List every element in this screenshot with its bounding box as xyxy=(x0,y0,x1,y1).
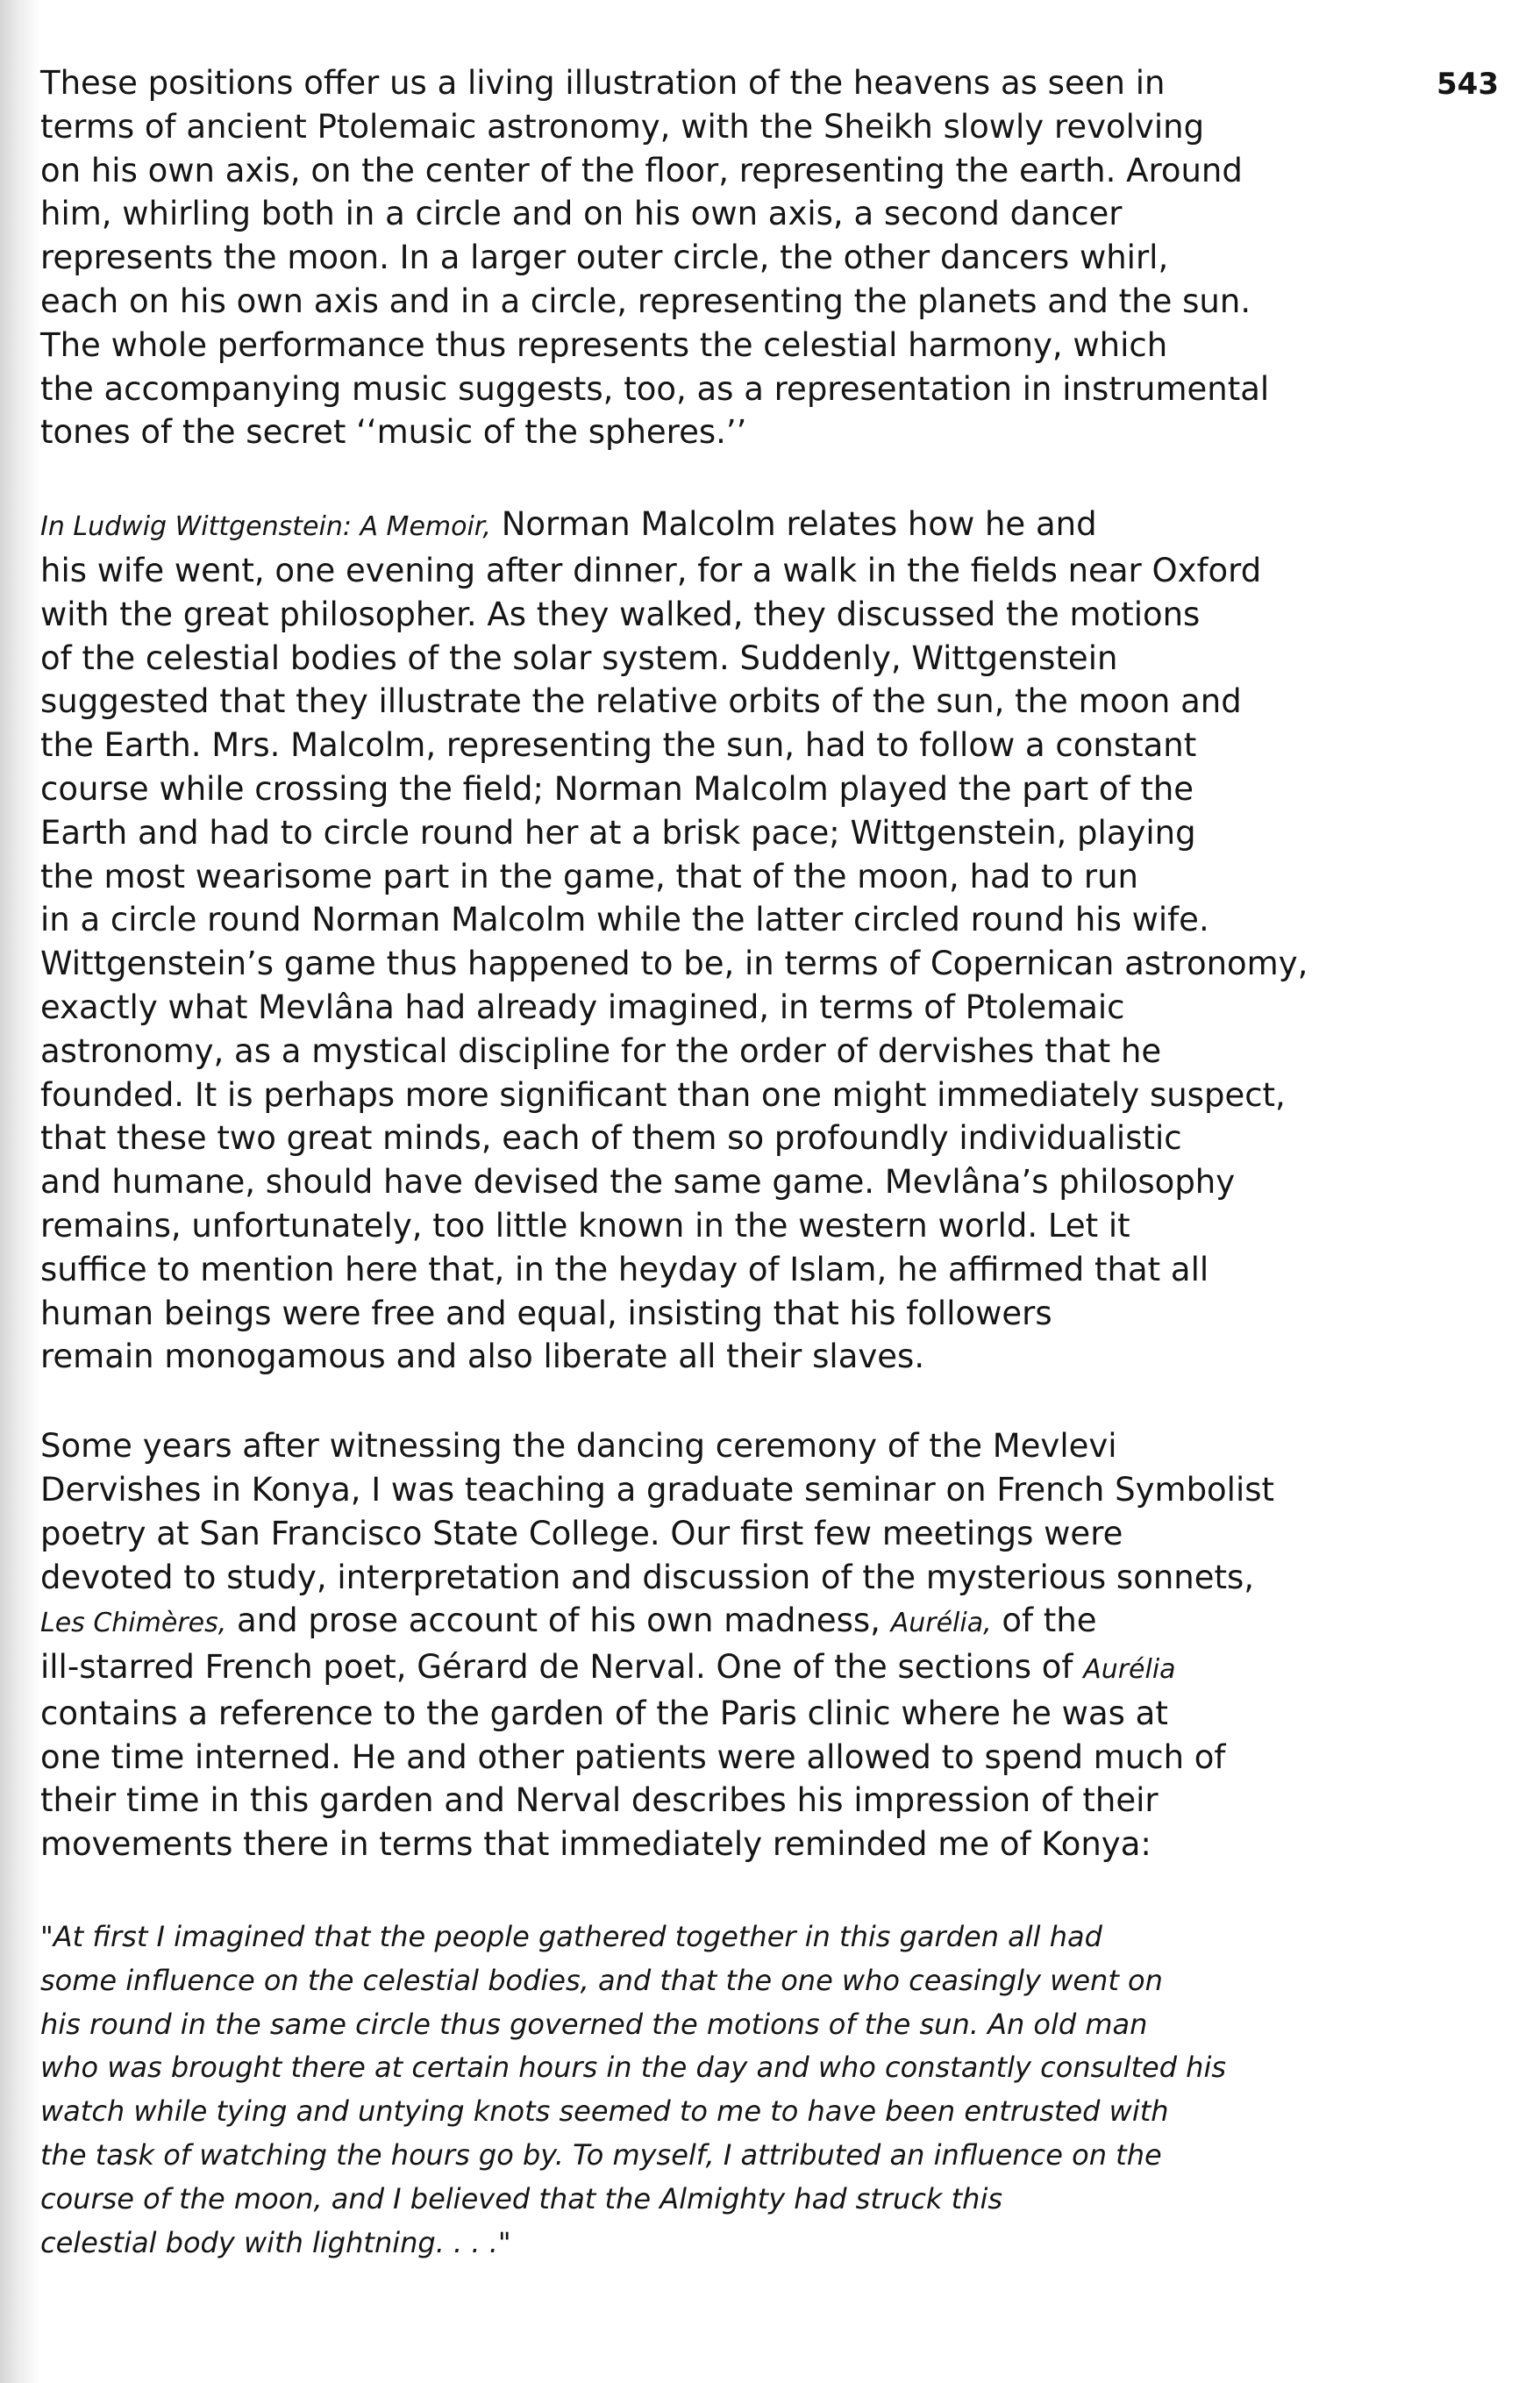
block-quote xyxy=(40,1916,1338,2265)
text-line xyxy=(40,1645,1338,1692)
text-line: on his own axis, on the center of the floor, representing the earth. Around xyxy=(40,151,1243,189)
page-number: 543 xyxy=(1437,67,1499,102)
paragraph-3 xyxy=(40,1424,1338,1866)
text-line: suggested that they illustrate the relative orbits of the sun, the moon and xyxy=(40,682,1242,721)
text-line: represents the moon. In a larger outer circle, the other dancers whirl, xyxy=(40,239,1169,277)
text-fragment: of the xyxy=(991,1602,1097,1640)
text-line xyxy=(40,503,1338,549)
text-line: the most wearisome part in the game, that of the moon, had to run xyxy=(40,857,1138,895)
text-line: each on his own axis and in a circle, representing the planets and the sun. xyxy=(40,282,1251,320)
text-line: in a circle round Norman Malcolm while the latter circled round his wife. xyxy=(40,901,1209,939)
text-line: his wife went, one evening after dinner, for a walk in the fields near Oxford xyxy=(40,551,1262,589)
quote-line: the task of watching the hours go by. To myself, I attributed an influence on the xyxy=(40,2138,1162,2173)
quote-line: course of the moon, and I believed that the Almighty had struck this xyxy=(40,2181,1003,2215)
work-title-aurelia: Aurélia xyxy=(1083,1654,1176,1686)
text-line: remains, unfortunately, too little known in the western world. Let it xyxy=(40,1206,1130,1245)
book-title-citation: In Ludwig Wittgenstein: A Memoir, xyxy=(40,511,491,543)
text-fragment: Norman Malcolm relates how he and xyxy=(490,505,1097,544)
text-line: course while crossing the field; Norman Malcolm played the part of the xyxy=(40,769,1194,808)
text-line: human beings were free and equal, insisting that his followers xyxy=(40,1294,1052,1332)
text-line: movements there in terms that immediately reminded me of Konya: xyxy=(40,1825,1151,1864)
text-line: one time interned. He and other patients were allowed to spend much of xyxy=(40,1737,1226,1776)
text-line: with the great philosopher. As they walked, they discussed the motions xyxy=(40,595,1201,633)
text-line xyxy=(40,1599,1338,1645)
text-line: devoted to study, interpretation and discussion of the mysterious sonnets, xyxy=(40,1558,1255,1596)
quote-line: his round in the same circle thus governed the motions of the sun. An old man xyxy=(40,2007,1148,2041)
page-gutter-shadow xyxy=(0,0,40,2383)
quote-line: "At first I imagined that the people gathered together in this garden all had xyxy=(40,1920,1102,1954)
text-line: founded. It is perhaps more significant than one might immediately suspect, xyxy=(40,1075,1286,1114)
text-line: their time in this garden and Nerval describes his impression of their xyxy=(40,1781,1159,1820)
quote-line: celestial body with lightning. . . ." xyxy=(40,2225,511,2259)
quote-line: who was brought there at certain hours in the day and who constantly consulted his xyxy=(40,2051,1227,2085)
text-line: Earth and had to circle round her at a brisk pace; Wittgenstein, playing xyxy=(40,813,1196,852)
work-title-les-chimeres: Les Chimères, xyxy=(40,1608,227,1639)
text-line: exactly what Mevlâna had already imagined, in terms of Ptolemaic xyxy=(40,988,1125,1026)
text-fragment: and prose account of his own madness, xyxy=(226,1602,891,1640)
text-line: of the celestial bodies of the solar system. Suddenly, Wittgenstein xyxy=(40,639,1118,677)
text-line: Dervishes in Konya, I was teaching a graduate seminar on French Symbolist xyxy=(40,1470,1275,1509)
text-line: suffice to mention here that, in the heyday of Islam, he affirmed that all xyxy=(40,1250,1209,1288)
text-line: the accompanying music suggests, too, as a representation in instrumental xyxy=(40,369,1270,408)
text-line: astronomy, as a mystical discipline for the order of dervishes that he xyxy=(40,1031,1162,1070)
quote-line: watch while tying and untying knots seemed to me to have been entrusted with xyxy=(40,2094,1169,2129)
work-title-aurelia: Aurélia, xyxy=(890,1608,992,1639)
text-line: tones of the secret ‘‘music of the spheres.’’ xyxy=(40,413,747,452)
text-line: contains a reference to the garden of the Paris clinic where he was at xyxy=(40,1694,1168,1732)
text-line: These positions offer us a living illustration of the heavens as seen in xyxy=(40,64,1166,102)
paragraph-1 xyxy=(40,61,1338,454)
text-line: remain monogamous and also liberate all their slaves. xyxy=(40,1338,925,1376)
quote-line: some influence on the celestial bodies, and that the one who ceasingly went on xyxy=(40,1963,1163,1997)
text-line: poetry at San Francisco State College. Our first few meetings were xyxy=(40,1514,1123,1552)
text-line: terms of ancient Ptolemaic astronomy, with the Sheikh slowly revolving xyxy=(40,107,1205,146)
paragraph-2 xyxy=(40,503,1338,1379)
text-line: him, whirling both in a circle and on his own axis, a second dancer xyxy=(40,195,1123,233)
text-fragment: ill-starred French poet, Gérard de Nerval. One of the sections of xyxy=(40,1648,1084,1687)
page-body xyxy=(40,61,1338,2265)
text-line: Wittgenstein’s game thus happened to be, in terms of Copernican astronomy, xyxy=(40,945,1308,983)
text-line: The whole performance thus represents the celestial harmony, which xyxy=(40,325,1168,364)
text-line: that these two great minds, each of them so profoundly individualistic xyxy=(40,1119,1182,1158)
text-line: Some years after witnessing the dancing ceremony of the Mevlevi xyxy=(40,1427,1117,1466)
text-line: and humane, should have devised the same game. Mevlâna’s philosophy xyxy=(40,1163,1236,1202)
text-line: the Earth. Mrs. Malcolm, representing the sun, had to follow a constant xyxy=(40,726,1197,765)
